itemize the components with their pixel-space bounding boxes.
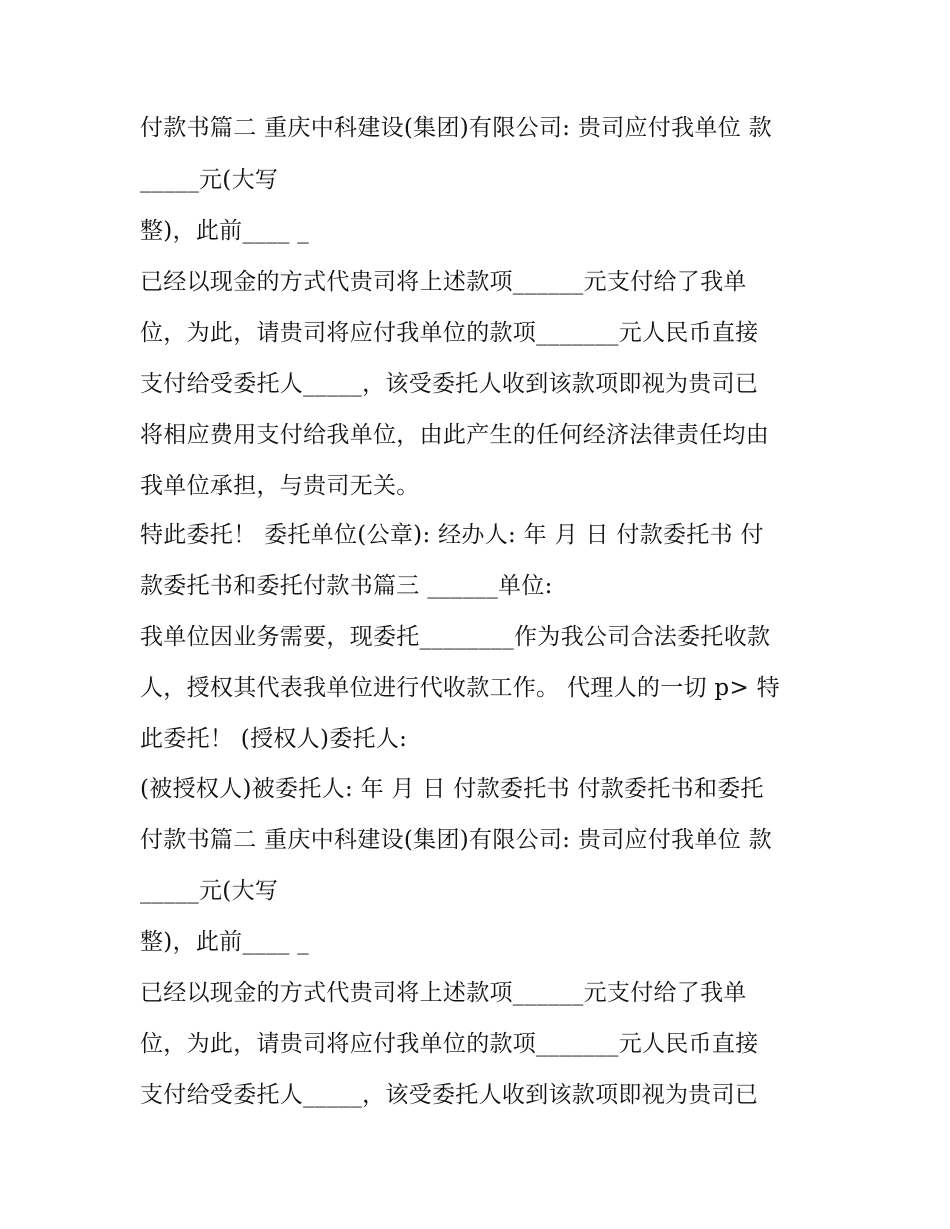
text-line: _____元(大写 [140, 878, 279, 904]
text-line: 支付给受委托人_____，该受委托人收到该款项即视为贵司已 [140, 371, 759, 397]
text-line: 整)，此前____ _ [140, 929, 310, 955]
text-line: 已经以现金的方式代贵司将上述款项______元支付给了我单 [140, 980, 747, 1006]
text-line: 整)，此前____ _ [140, 218, 310, 244]
text-line: _____元(大写 [140, 167, 279, 193]
text-line: 位，为此，请贵司将应付我单位的款项_______元人民币直接 [140, 320, 759, 346]
text-line: 款委托书和委托付款书篇三 ______单位: [140, 573, 553, 599]
text-line: 将相应费用支付给我单位，由此产生的任何经济法律责任均由 [140, 422, 770, 448]
text-line: 已经以现金的方式代贵司将上述款项______元支付给了我单 [140, 269, 747, 295]
text-line: (被授权人)被委托人: 年 月 日 付款委托书 付款委托书和委托 [140, 776, 764, 802]
text-line: 我单位承担，与贵司无关。 [140, 473, 420, 499]
text-line: 此委托！ (授权人)委托人: [140, 726, 408, 752]
text-line: 付款书篇二 重庆中科建设(集团)有限公司: 贵司应付我单位 款 [140, 115, 772, 141]
text-line: 支付给受委托人_____，该受委托人收到该款项即视为贵司已 [140, 1082, 759, 1108]
text-line: 位，为此，请贵司将应付我单位的款项_______元人民币直接 [140, 1031, 759, 1057]
text-line: 付款书篇二 重庆中科建设(集团)有限公司: 贵司应付我单位 款 [140, 827, 772, 853]
text-line: 人，授权其代表我单位进行代收款工作。 代理人的一切 p> 特 [140, 675, 780, 701]
text-line: 我单位因业务需要，现委托________作为我公司合法委托收款 [140, 624, 771, 650]
text-line: 特此委托！ 委托单位(公章): 经办人: 年 月 日 付款委托书 付 [140, 522, 764, 548]
